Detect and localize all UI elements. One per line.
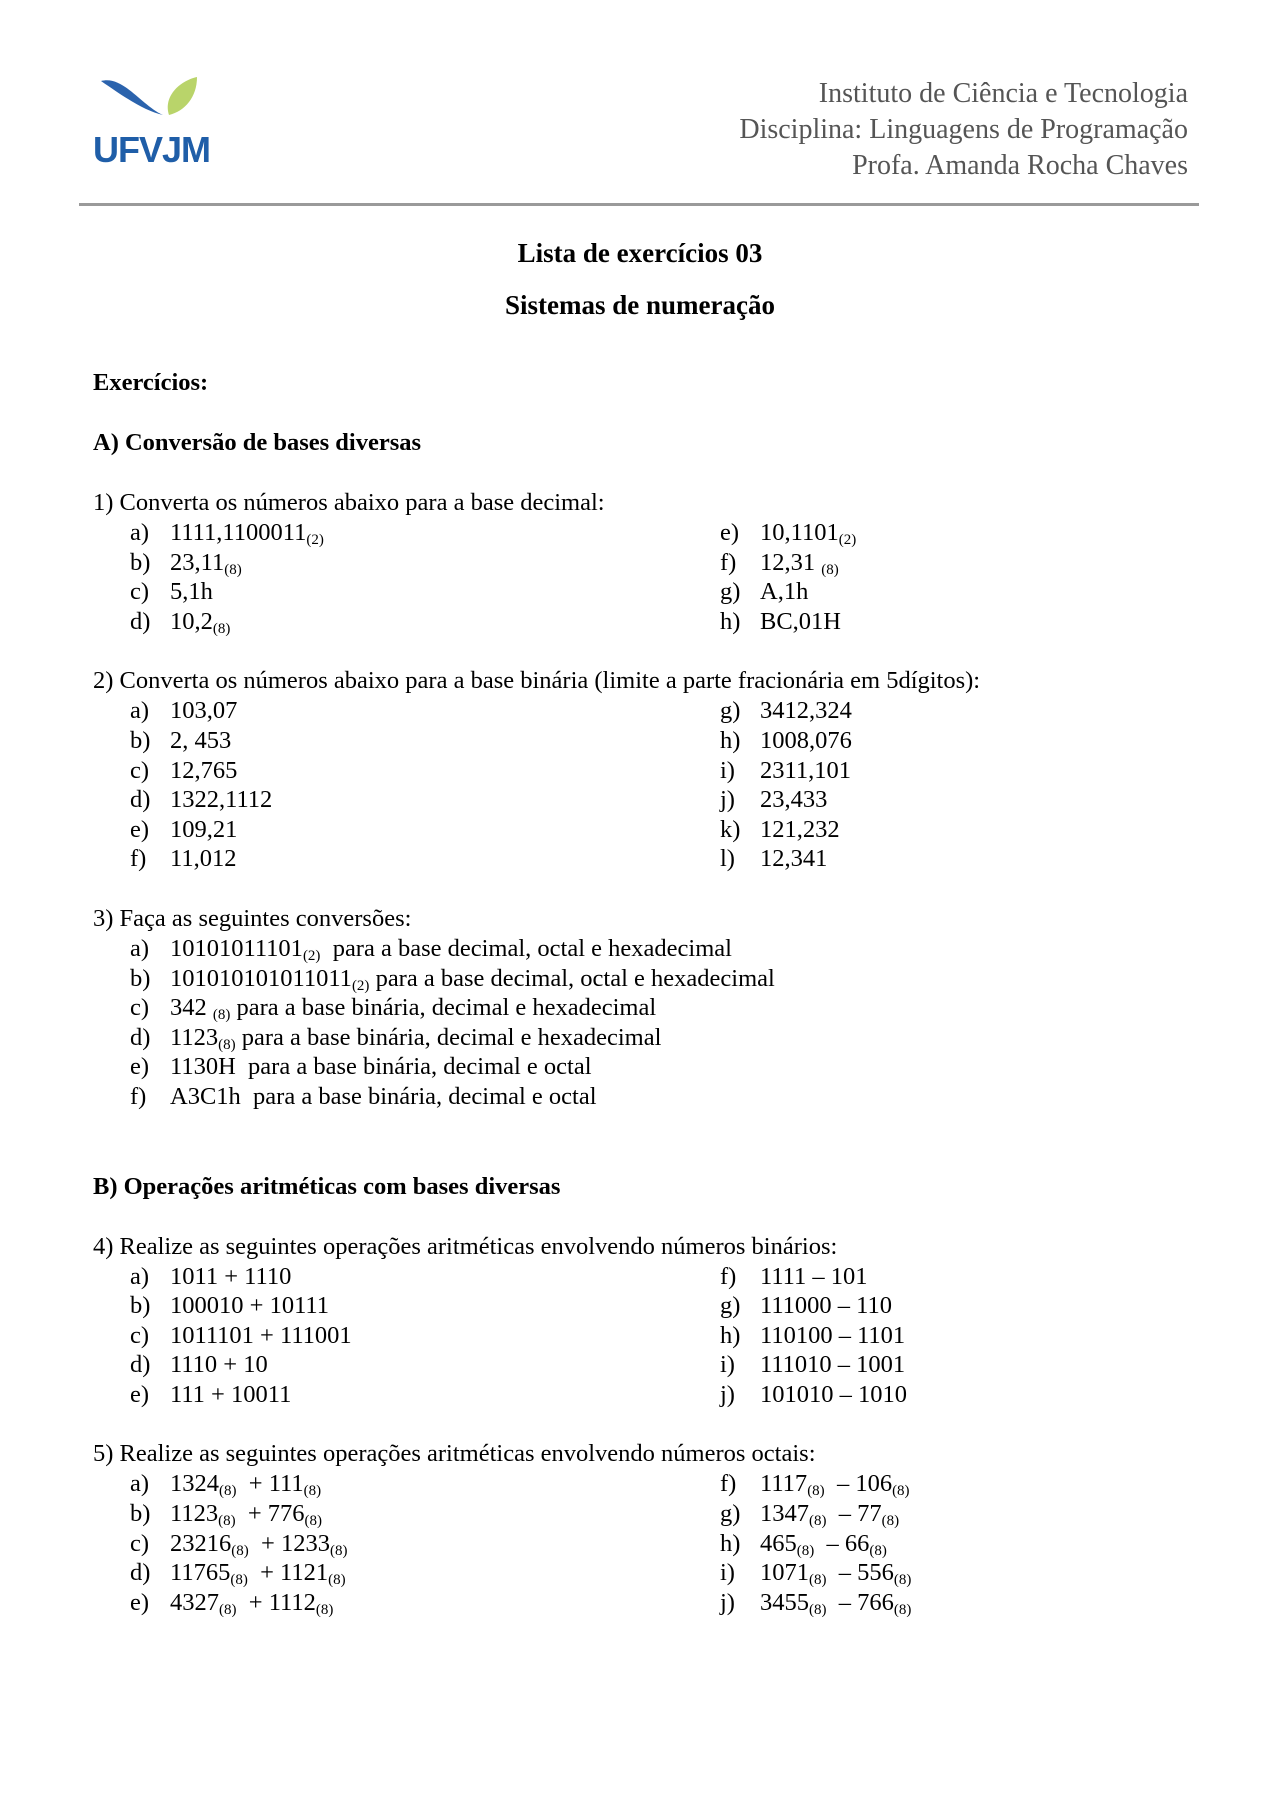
- item-value: 342: [170, 994, 213, 1022]
- exercises-label: Exercícios:: [93, 369, 209, 396]
- item-label: a): [130, 697, 150, 725]
- exercise-item: [720, 1291, 1220, 1321]
- base-subscript: (8): [304, 1513, 323, 1530]
- item-label: a): [130, 1262, 150, 1290]
- base-subscript: (8): [218, 1036, 236, 1053]
- exercise-item: [130, 1291, 720, 1321]
- exercise-item: [130, 1469, 720, 1499]
- operand: 66: [844, 1529, 870, 1557]
- exercise-item: [720, 1499, 1220, 1529]
- exercise-item: [130, 934, 1203, 964]
- exercise-item: [130, 1499, 720, 1529]
- item-label: b): [130, 964, 151, 992]
- exercise-item: [130, 1558, 720, 1588]
- base-subscript: (2): [351, 977, 370, 994]
- item-instruction: para a base binária, decimal e hexadecimal: [235, 1023, 662, 1051]
- item-value: 2, 453: [170, 726, 232, 754]
- item-value: 1111 – 101: [760, 1262, 868, 1290]
- item-value: 101010101011011: [170, 964, 352, 992]
- item-label: j): [720, 1380, 735, 1408]
- item-value: 1123: [170, 1023, 219, 1051]
- exercise-item: [720, 726, 1220, 756]
- item-label: d): [130, 607, 151, 635]
- exercise-item: [720, 696, 1220, 726]
- base-subscript: (8): [315, 1601, 334, 1618]
- item-label: e): [130, 1053, 150, 1081]
- base-subscript: (2): [302, 947, 321, 964]
- item-label: b): [130, 1292, 151, 1320]
- item-label: j): [720, 786, 735, 814]
- operator: –: [826, 1588, 858, 1616]
- base-subscript: (8): [328, 1572, 346, 1589]
- item-label: c): [130, 1529, 150, 1557]
- base-subscript: (8): [219, 1601, 237, 1618]
- base-subscript: (8): [329, 1542, 348, 1559]
- item-label: e): [130, 815, 150, 843]
- base-subscript: (8): [869, 1542, 887, 1559]
- section-b-heading: B) Operações aritméticas com bases diversas: [93, 1172, 561, 1200]
- base-subscript: (8): [218, 1513, 236, 1530]
- exercise-item: [720, 607, 1220, 637]
- base-subscript: (8): [893, 1601, 912, 1618]
- section-a-heading: A) Conversão de bases diversas: [93, 429, 422, 456]
- operand: 1347: [760, 1500, 809, 1528]
- operand: 77: [857, 1500, 882, 1528]
- base-subscript: (8): [821, 561, 839, 578]
- exercise-item: [130, 518, 720, 548]
- question-3-items: [130, 934, 1203, 1112]
- exercise-item: [130, 964, 1203, 994]
- operand: 23216: [170, 1529, 232, 1557]
- base-subscript: (8): [893, 1572, 912, 1589]
- item-label: g): [720, 1500, 741, 1528]
- item-value: 10,1101: [760, 519, 839, 546]
- item-value: 1011101 + 111001: [170, 1321, 352, 1349]
- operator: –: [826, 1500, 858, 1528]
- item-instruction: para a base decimal, octal e hexadecimal: [320, 934, 732, 962]
- item-value: 23,11: [170, 548, 225, 576]
- exercise-item: [130, 548, 720, 578]
- item-value: 10101011101: [170, 934, 303, 962]
- exercise-item: [720, 756, 1220, 786]
- base-subscript: (2): [838, 532, 857, 548]
- item-value: 109,21: [170, 815, 238, 843]
- exercise-item: [720, 844, 1220, 874]
- exercise-item: [130, 1052, 1203, 1082]
- item-value: 1110 + 10: [170, 1351, 268, 1379]
- item-label: i): [720, 1351, 735, 1379]
- item-label: f): [130, 845, 147, 873]
- item-value: 103,07: [170, 697, 238, 725]
- exercise-item: [130, 577, 720, 607]
- item-label: h): [720, 726, 741, 754]
- item-label: a): [130, 519, 150, 546]
- item-label: i): [720, 756, 735, 784]
- professor-name: Profa. Amanda Rocha Chaves: [852, 150, 1188, 181]
- exercise-item: [720, 1588, 1220, 1618]
- base-subscript: (8): [881, 1513, 900, 1530]
- question-2: 2) Converta os números abaixo para a base binária (limite a parte fracionária em 5dígitos):: [93, 667, 981, 695]
- item-label: c): [130, 1321, 150, 1349]
- institution-name: Instituto de Ciência e Tecnologia: [818, 78, 1188, 109]
- base-subscript: (8): [212, 620, 231, 637]
- operator: –: [824, 1470, 856, 1498]
- operand: 766: [857, 1588, 894, 1616]
- exercise-item: [720, 1380, 1220, 1410]
- operand: 4327: [170, 1588, 219, 1616]
- base-subscript: (8): [892, 1483, 910, 1500]
- item-value: 110100 – 1101: [760, 1321, 906, 1349]
- exercise-item: [130, 1588, 720, 1618]
- exercise-item: [720, 577, 1220, 607]
- operand: 111: [268, 1470, 304, 1498]
- item-label: b): [130, 548, 151, 576]
- item-label: j): [720, 1588, 735, 1616]
- operator: +: [235, 1500, 268, 1528]
- item-label: h): [720, 607, 741, 635]
- item-value: 10,2: [170, 607, 213, 635]
- item-value: 11,012: [170, 845, 237, 873]
- page-subtitle: Sistemas de numeração: [505, 290, 775, 320]
- item-label: f): [720, 548, 737, 576]
- item-label: b): [130, 726, 151, 754]
- item-label: g): [720, 1292, 741, 1320]
- item-value: 1008,076: [760, 726, 852, 754]
- base-subscript: (8): [212, 1007, 231, 1024]
- discipline-name: Disciplina: Linguagens de Programação: [739, 114, 1188, 145]
- exercise-item: [720, 1262, 1220, 1292]
- item-value: 2311,101: [760, 756, 851, 784]
- exercise-item: [720, 815, 1220, 845]
- base-subscript: (8): [219, 1483, 237, 1500]
- exercise-item: [130, 1082, 1203, 1112]
- page-title: Lista de exercícios 03: [517, 238, 763, 268]
- item-value: A,1h: [760, 578, 809, 606]
- item-label: h): [720, 1321, 741, 1349]
- item-label: f): [720, 1470, 737, 1498]
- item-label: c): [130, 756, 150, 784]
- item-label: g): [720, 697, 741, 725]
- operand: 465: [760, 1529, 797, 1557]
- operator: –: [826, 1559, 858, 1587]
- item-label: k): [720, 815, 741, 843]
- question-5-items: [130, 1469, 1203, 1617]
- exercise-item: [130, 844, 720, 874]
- item-label: f): [130, 1082, 147, 1110]
- item-label: e): [130, 1588, 150, 1616]
- exercise-item: [130, 756, 720, 786]
- exercise-item: [130, 726, 720, 756]
- exercise-item: [720, 518, 1220, 548]
- exercise-item: [720, 1529, 1220, 1559]
- base-subscript: (8): [230, 1572, 248, 1589]
- logo-leaf-icon: [93, 75, 213, 135]
- item-label: a): [130, 934, 150, 962]
- exercise-item: [720, 1469, 1220, 1499]
- operand: 1121: [280, 1559, 329, 1587]
- question-1: 1) Converta os números abaixo para a base decimal:: [93, 489, 605, 516]
- item-instruction: para a base binária, decimal e hexadecimal: [230, 994, 657, 1022]
- item-label: c): [130, 994, 150, 1022]
- exercise-item: [130, 993, 1203, 1023]
- item-label: c): [130, 578, 150, 606]
- item-value: 1322,1112: [170, 786, 273, 814]
- item-label: h): [720, 1529, 741, 1557]
- item-value: 1111,1100011: [170, 519, 307, 546]
- item-value: A3C1h: [170, 1082, 241, 1110]
- item-value: 121,232: [760, 815, 840, 843]
- item-label: e): [720, 519, 740, 546]
- exercise-item: [720, 1350, 1220, 1380]
- exercise-item: [130, 1321, 720, 1351]
- item-label: l): [720, 845, 735, 873]
- question-5: 5) Realize as seguintes operações aritméticas envolvendo números octais:: [93, 1440, 816, 1468]
- base-subscript: (2): [306, 532, 324, 548]
- base-subscript: (8): [809, 1572, 827, 1589]
- item-value: 111010 – 1001: [760, 1351, 906, 1379]
- item-label: e): [130, 1380, 150, 1408]
- operand: 776: [267, 1500, 305, 1528]
- exercise-item: [130, 1023, 1203, 1053]
- question-4: 4) Realize as seguintes operações aritméticas envolvendo números binários:: [93, 1232, 838, 1260]
- item-value: 111 + 10011: [170, 1380, 292, 1408]
- exercise-item: [130, 785, 720, 815]
- item-label: g): [720, 578, 741, 606]
- operand: 106: [855, 1470, 893, 1498]
- exercise-item: [720, 785, 1220, 815]
- item-label: d): [130, 1351, 151, 1379]
- exercise-item: [720, 1558, 1220, 1588]
- exercise-item: [130, 1350, 720, 1380]
- question-4-items: [130, 1262, 1203, 1410]
- item-label: d): [130, 786, 151, 814]
- item-label: a): [130, 1470, 150, 1498]
- item-label: d): [130, 1559, 151, 1587]
- operator: +: [248, 1529, 281, 1557]
- operand: 1071: [760, 1559, 809, 1587]
- question-3: 3) Faça as seguintes conversões:: [93, 904, 412, 932]
- base-subscript: (8): [809, 1513, 827, 1530]
- operand: 1117: [760, 1470, 808, 1498]
- exercise-item: [720, 548, 1220, 578]
- exercise-item: [130, 607, 720, 637]
- base-subscript: (8): [303, 1483, 322, 1500]
- item-value: BC,01H: [760, 607, 842, 635]
- exercise-item: [720, 1321, 1220, 1351]
- item-value: 12,341: [760, 845, 828, 873]
- item-value: 5,1h: [170, 578, 213, 606]
- operand: 556: [857, 1559, 894, 1587]
- base-subscript: (8): [809, 1601, 827, 1618]
- question-2-items: [130, 696, 1203, 874]
- document-body: [93, 368, 1203, 1617]
- item-instruction: para a base binária, decimal e octal: [240, 1082, 597, 1110]
- item-value: 12,765: [170, 756, 238, 784]
- item-value: 101010 – 1010: [760, 1380, 907, 1408]
- operator: +: [236, 1470, 269, 1498]
- item-value: 100010 + 10111: [170, 1292, 329, 1320]
- item-value: 111000 – 110: [760, 1292, 893, 1320]
- item-label: i): [720, 1559, 735, 1587]
- operand: 1112: [268, 1588, 316, 1616]
- ufvjm-logo: [93, 75, 213, 170]
- operand: 11765: [170, 1559, 231, 1587]
- operator: –: [814, 1529, 845, 1557]
- base-subscript: (8): [231, 1542, 249, 1559]
- exercise-item: [130, 1262, 720, 1292]
- item-value: 3412,324: [760, 697, 852, 725]
- item-instruction: para a base decimal, octal e hexadecimal: [369, 964, 775, 992]
- institution-header: [739, 76, 1188, 184]
- item-value: 1011 + 1110: [170, 1262, 292, 1290]
- header-divider: [79, 203, 1199, 206]
- item-label: d): [130, 1023, 151, 1051]
- exercise-item: [130, 1529, 720, 1559]
- base-subscript: (8): [224, 561, 242, 578]
- base-subscript: (8): [796, 1542, 815, 1559]
- operator: +: [247, 1559, 281, 1587]
- item-value: 12,31: [760, 548, 822, 576]
- operand: 1233: [280, 1529, 330, 1557]
- operand: 1324: [170, 1470, 219, 1498]
- exercise-item: [130, 1380, 720, 1410]
- operand: 3455: [760, 1588, 809, 1616]
- question-1-items: [130, 518, 1203, 636]
- base-subscript: (8): [807, 1483, 825, 1500]
- item-value: 23,433: [760, 786, 828, 814]
- item-label: f): [720, 1262, 737, 1290]
- item-instruction: para a base binária, decimal e octal: [235, 1053, 592, 1081]
- item-value: 1130H: [170, 1053, 236, 1081]
- operand: 1123: [170, 1500, 219, 1528]
- logo-text: UFVJM: [93, 129, 211, 170]
- exercise-item: [130, 696, 720, 726]
- exercise-item: [130, 815, 720, 845]
- item-label: b): [130, 1500, 151, 1528]
- operator: +: [236, 1588, 269, 1616]
